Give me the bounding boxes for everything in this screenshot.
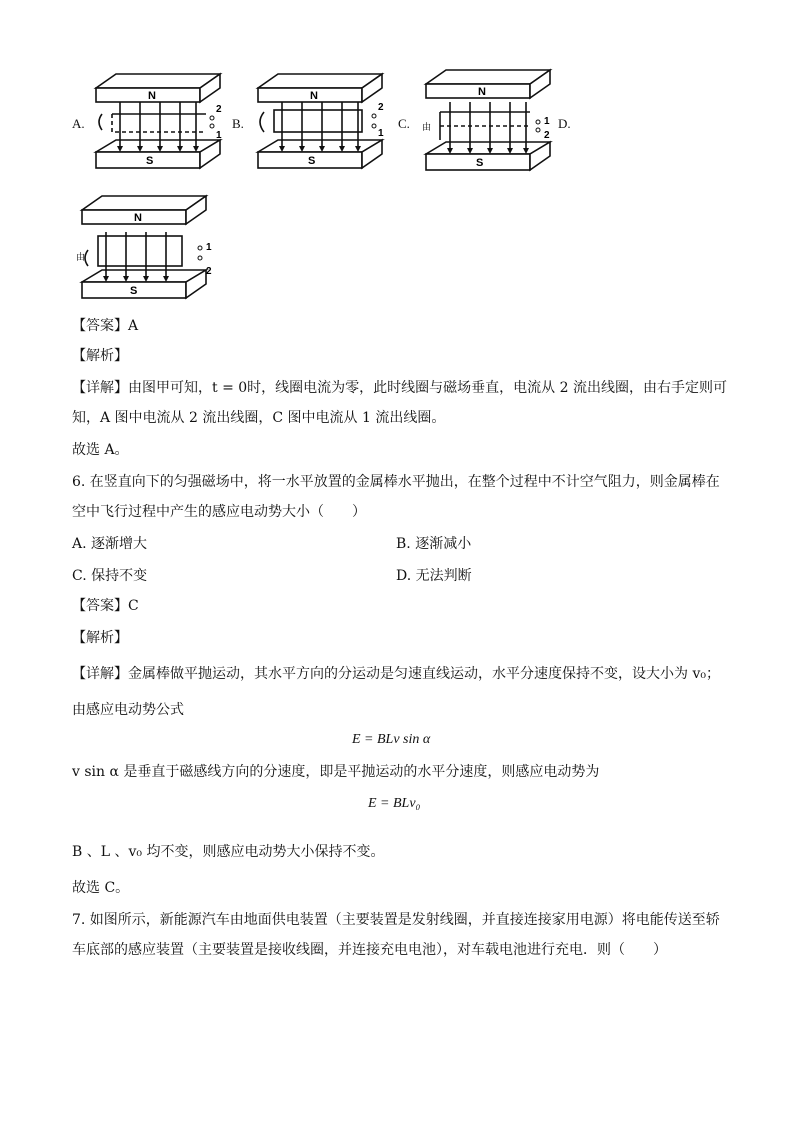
q6-detail-line1: 【详解】金属棒做平抛运动，其水平方向的分运动是匀速直线运动，水平分速度保持不变，设大小为 v₀；: [72, 666, 720, 682]
q6-stem-line1: 6. 在竖直向下的匀强磁场中，将一水平放置的金属棒水平抛出，在整个过程中不计空气阻力，则金属棒在: [72, 474, 720, 490]
q5-detail-line1: 【详解】由图甲可知，t = 0时，线圈电流为零，此时线圈与磁场垂直，电流从 2 流出线圈，由右手定则可: [72, 380, 727, 396]
q6-detail-line4: B 、L 、v₀ 均不变，则感应电动势大小保持不变。: [72, 844, 385, 860]
q5-answer: 【答案】A: [72, 318, 139, 334]
fig-d-terminal-2: 2: [206, 266, 212, 277]
q6-answer: 【答案】C: [72, 598, 139, 614]
q6-detail-line2: 由感应电动势公式: [72, 702, 184, 718]
q6-analysis-label: 【解析】: [72, 630, 128, 646]
fig-d-north: N: [134, 212, 142, 224]
option-d-label: D.: [558, 116, 571, 131]
fig-d-south: S: [130, 285, 138, 297]
fig-c-terminal-2: 2: [544, 130, 550, 141]
figure-option-b: [250, 70, 390, 175]
fig-c-side-label: 由: [422, 123, 432, 133]
q6-option-c: C. 保持不变: [72, 568, 148, 584]
q6-detail-line3: v sin α 是垂直于磁感线方向的分速度，即是平抛运动的水平分速度，则感应电动势为: [72, 764, 600, 780]
q7-stem-line2: 车底部的感应装置（主要装置是接收线圈，并连接充电电池），对车载电池进行充电．则（ ）: [72, 942, 667, 958]
q6-option-b: B. 逐渐减小: [396, 536, 472, 552]
fig-d-side-label: 由: [76, 253, 86, 263]
fig-c-south: S: [476, 157, 484, 169]
option-c-label: C.: [398, 116, 410, 131]
fig-b-terminal-2: 2: [378, 102, 384, 113]
q6-formula2: E = BLv₀: [368, 796, 421, 811]
fig-a-terminal-1: 1: [216, 130, 222, 141]
q6-conclusion: 故选 C。: [72, 880, 130, 896]
q5-conclusion: 故选 A。: [72, 442, 129, 458]
q6-option-a: A. 逐渐增大: [72, 536, 148, 552]
fig-d-terminal-1: 1: [206, 242, 212, 253]
q5-detail-line2: 知，A 图中电流从 2 流出线圈，C 图中电流从 1 流出线圈。: [72, 410, 446, 426]
fig-b-north: N: [310, 90, 318, 102]
figure-option-a: [88, 70, 228, 175]
fig-a-terminal-2: 2: [216, 104, 222, 115]
q7-stem-line1: 7. 如图所示，新能源汽车由地面供电装置（主要装置是发射线圈，并直接连接家用电源）将电能传送至轿: [72, 912, 720, 928]
fig-c-terminal-1: 1: [544, 116, 550, 127]
fig-a-south: S: [146, 155, 154, 167]
q5-analysis-label: 【解析】: [72, 348, 128, 364]
option-b-label: B.: [232, 116, 244, 131]
q6-option-d: D. 无法判断: [396, 568, 472, 584]
fig-b-terminal-1: 1: [378, 128, 384, 139]
figure-option-c: [418, 66, 558, 176]
option-a-label: A.: [72, 116, 85, 131]
fig-c-north: N: [478, 86, 486, 98]
figure-option-d: [72, 192, 222, 304]
q6-stem-line2: 空中飞行过程中产生的感应电动势大小（ ）: [72, 504, 366, 520]
fig-a-north: N: [148, 90, 156, 102]
fig-b-south: S: [308, 155, 316, 167]
q6-formula1: E = BLv sin α: [352, 732, 431, 747]
